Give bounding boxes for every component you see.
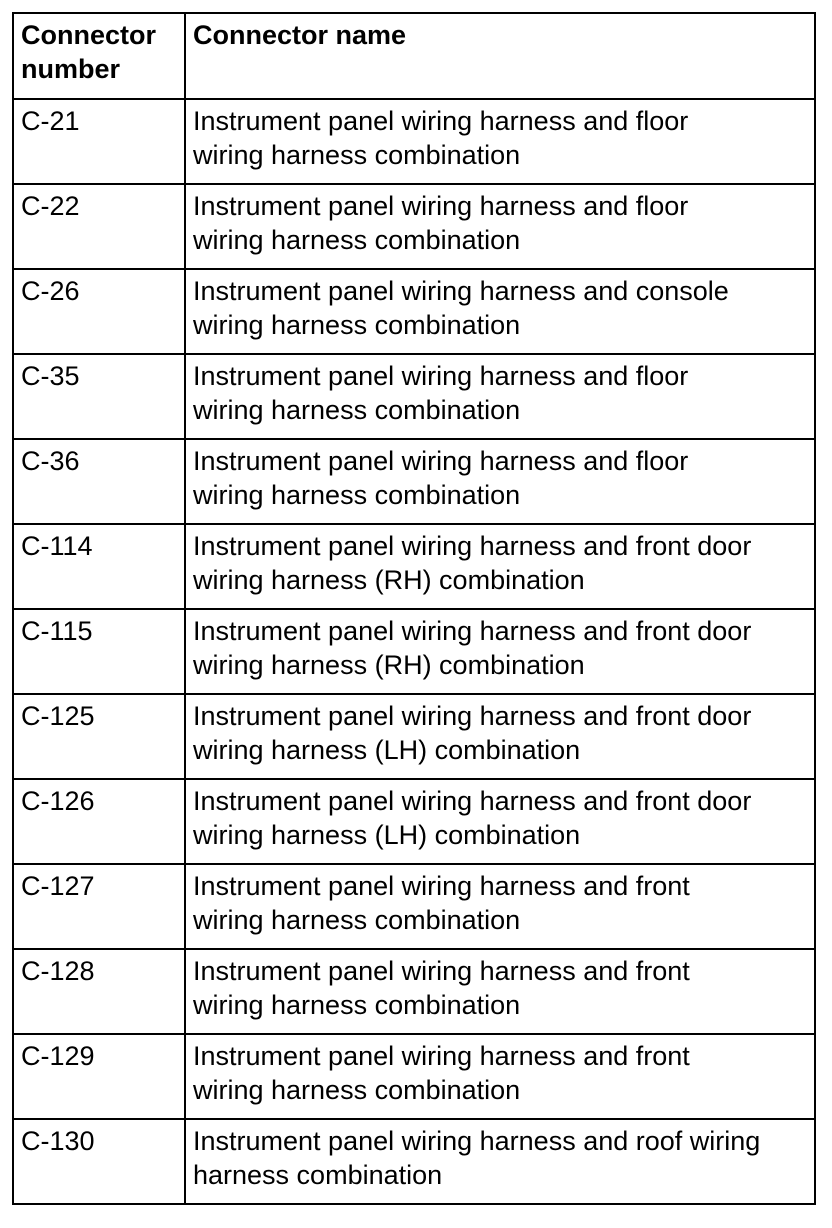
- connector-name-line: Instrument panel wiring harness and roof wiring: [193, 1126, 761, 1156]
- connector-name-line: Instrument panel wiring harness and front door: [193, 616, 752, 646]
- connector-name-line: wiring harness combination: [193, 480, 521, 510]
- connector-number-cell: C-26: [13, 269, 185, 354]
- table-body: [13, 99, 815, 1204]
- connector-name-cell: [185, 1034, 815, 1119]
- connector-number-cell: C-22: [13, 184, 185, 269]
- connector-name-line: wiring harness combination: [193, 905, 521, 935]
- connector-name-cell: [185, 1119, 815, 1204]
- connector-name-line: Instrument panel wiring harness and front: [193, 956, 690, 986]
- connector-name-line: wiring harness combination: [193, 990, 521, 1020]
- connector-number-cell: C-35: [13, 354, 185, 439]
- connector-number-cell: C-129: [13, 1034, 185, 1119]
- connector-name-line: wiring harness combination: [193, 140, 521, 170]
- connector-name-line: wiring harness (RH) combination: [193, 565, 585, 595]
- connector-name-line: Instrument panel wiring harness and front: [193, 871, 690, 901]
- table-row: [13, 439, 815, 524]
- connector-name-line: Instrument panel wiring harness and console: [193, 276, 729, 306]
- connector-number-cell: C-130: [13, 1119, 185, 1204]
- connector-name-line: wiring harness (LH) combination: [193, 735, 581, 765]
- table-row: [13, 184, 815, 269]
- connector-name-line: Instrument panel wiring harness and floor: [193, 361, 689, 391]
- table-row: [13, 864, 815, 949]
- connector-name-line: wiring harness combination: [193, 1075, 521, 1105]
- connector-name-cell: [185, 184, 815, 269]
- connector-number-cell: C-115: [13, 609, 185, 694]
- connector-name-line: Instrument panel wiring harness and front: [193, 1041, 690, 1071]
- connector-name-cell: [185, 439, 815, 524]
- connector-name-line: wiring harness combination: [193, 225, 521, 255]
- connector-number-cell: C-114: [13, 524, 185, 609]
- table-row: [13, 1119, 815, 1204]
- header-name-text: Connector name: [193, 20, 407, 50]
- connector-name-cell: [185, 609, 815, 694]
- table-row: [13, 524, 815, 609]
- connector-name-line: Instrument panel wiring harness and floor: [193, 106, 689, 136]
- connector-name-line: Instrument panel wiring harness and front door: [193, 786, 752, 816]
- connector-name-line: Instrument panel wiring harness and front door: [193, 531, 752, 561]
- connector-name-line: wiring harness combination: [193, 395, 521, 425]
- connector-name-cell: [185, 269, 815, 354]
- connector-name-line: Instrument panel wiring harness and floor: [193, 191, 689, 221]
- connector-name-cell: [185, 354, 815, 439]
- table-row: [13, 949, 815, 1034]
- connector-name-cell: [185, 694, 815, 779]
- table-row: [13, 99, 815, 184]
- header-number-line-2: number: [21, 54, 121, 84]
- connector-number-cell: C-126: [13, 779, 185, 864]
- connector-name-cell: [185, 864, 815, 949]
- table-row: [13, 269, 815, 354]
- table-row: [13, 694, 815, 779]
- connector-name-cell: [185, 524, 815, 609]
- connector-name-line: harness combination: [193, 1160, 443, 1190]
- connector-name-line: wiring harness (LH) combination: [193, 820, 581, 850]
- connector-name-cell: [185, 949, 815, 1034]
- table-row: [13, 1034, 815, 1119]
- table-row: [13, 609, 815, 694]
- header-connector-number: [13, 13, 185, 99]
- connector-number-cell: C-36: [13, 439, 185, 524]
- connector-number-cell: C-128: [13, 949, 185, 1034]
- connector-name-line: wiring harness (RH) combination: [193, 650, 585, 680]
- connector-number-cell: C-125: [13, 694, 185, 779]
- header-connector-name: [185, 13, 815, 99]
- connector-table-container: [12, 12, 814, 1205]
- connector-number-cell: C-127: [13, 864, 185, 949]
- connector-number-cell: C-21: [13, 99, 185, 184]
- connector-name-line: wiring harness combination: [193, 310, 521, 340]
- connector-table: [12, 12, 816, 1205]
- table-header-row: [13, 13, 815, 99]
- connector-name-cell: [185, 779, 815, 864]
- header-number-line-1: Connector: [21, 20, 156, 50]
- table-row: [13, 354, 815, 439]
- table-row: [13, 779, 815, 864]
- connector-name-line: Instrument panel wiring harness and front door: [193, 701, 752, 731]
- connector-name-cell: [185, 99, 815, 184]
- connector-name-line: Instrument panel wiring harness and floor: [193, 446, 689, 476]
